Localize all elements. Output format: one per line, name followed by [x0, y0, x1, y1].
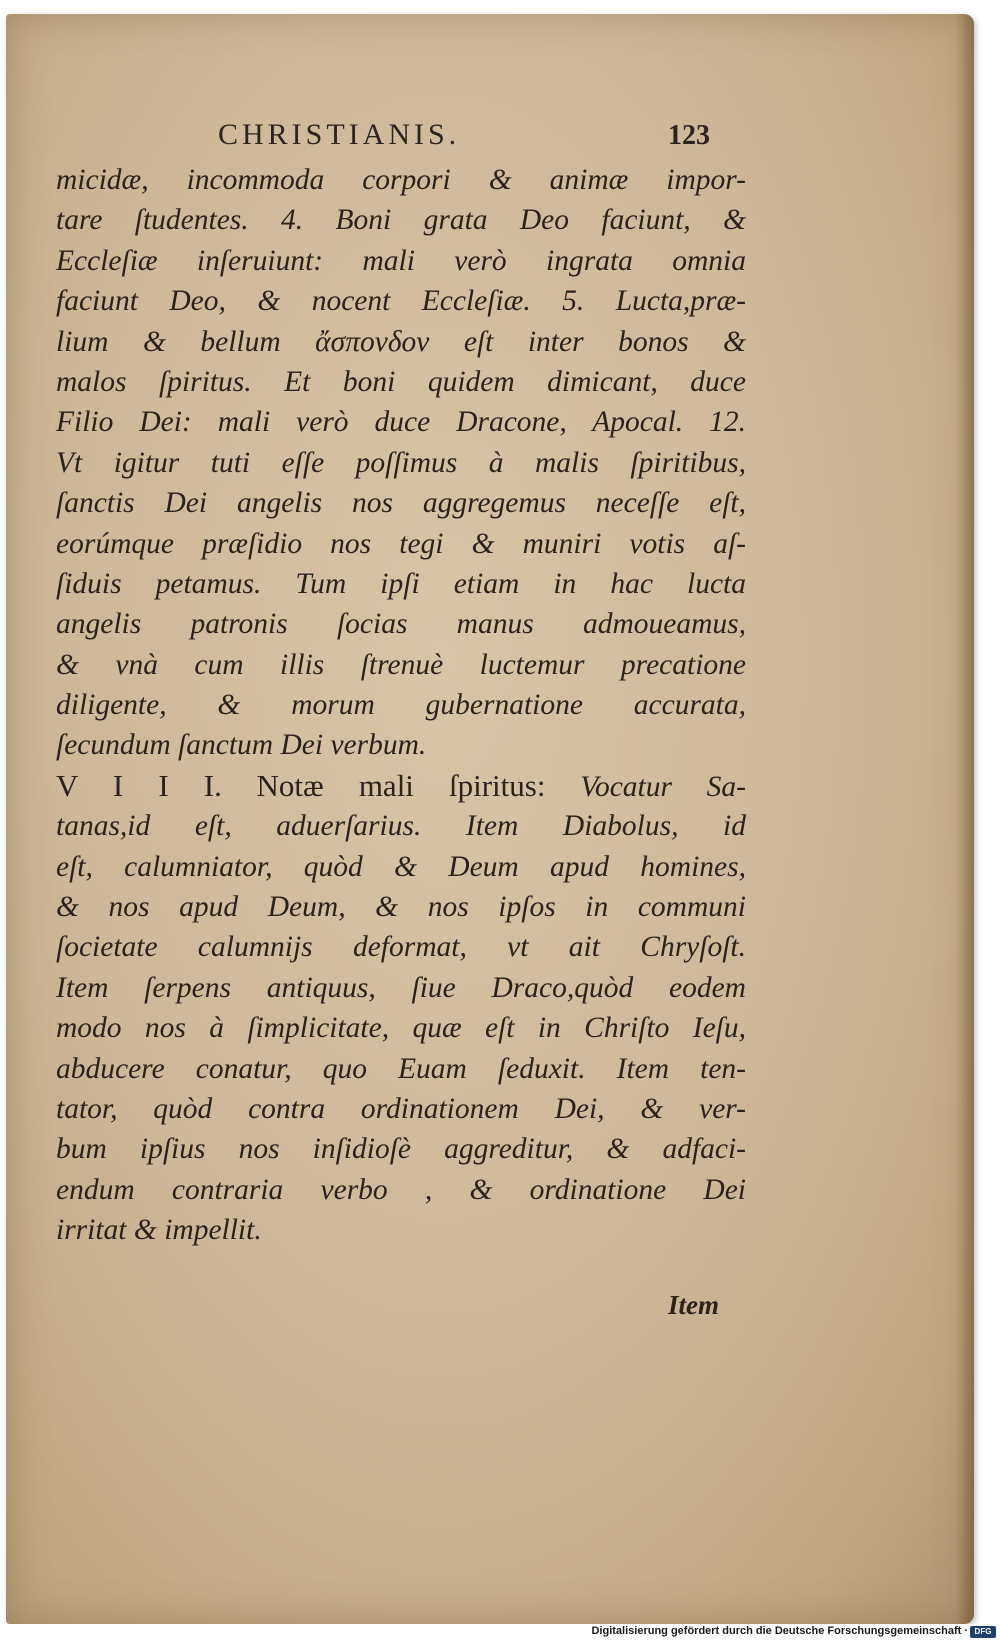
- text-line: tanas,id eſt, aduerſarius. Item Diabolus, id: [56, 810, 746, 843]
- text-line: eſt, calumniator, quòd & Deum apud homines,: [56, 850, 746, 883]
- text-line: tare ſtudentes. 4. Boni grata Deo faciunt, &: [56, 204, 746, 237]
- text-line: faciunt Deo, & nocent Eccleſiæ. 5. Lucta,præ-: [56, 285, 746, 318]
- text-line: ſocietate calumnijs deformat, vt ait Chryſoſt.: [56, 931, 746, 964]
- body-text: [56, 160, 746, 1251]
- text-line: diligente, & morum gubernatione accurata,: [56, 689, 746, 722]
- section-first-line-rest: Vocatur Sa-: [580, 770, 746, 803]
- page-number: 123: [668, 120, 710, 151]
- funding-note: Digitalisierung gefördert durch die Deutsche Forschungsgemeinschaft ·: [591, 1625, 968, 1637]
- text-line: angelis patronis ſocias manus admoueamus,: [56, 608, 746, 641]
- section-marker: V I I I.: [56, 767, 222, 803]
- text-line: micidæ, incommoda corpori & animæ impor-: [56, 164, 746, 196]
- section-heading: Notæ mali ſpiritus:: [256, 767, 546, 803]
- text-line: Vt igitur tuti eſſe poſſimus à malis ſpiritibus,: [56, 446, 746, 479]
- section-first-line: [56, 766, 746, 806]
- text-line: modo nos à ſimplicitate, quæ eſt in Chriſto Ieſu,: [56, 1012, 746, 1045]
- text-line: tator, quòd contra ordinationem Dei, & ver-: [56, 1092, 746, 1125]
- text-line: eorúmque præſidio nos tegi & muniri votis aſ-: [56, 527, 746, 560]
- text-line: Item ſerpens antiquus, ſiue Draco,quòd eodem: [56, 971, 746, 1004]
- running-head: CHRISTIANIS.: [218, 118, 461, 151]
- text-line: abducere conatur, quo Euam ſeduxit. Item ten-: [56, 1052, 746, 1085]
- text-line: ſiduis petamus. Tum ipſi etiam in hac lucta: [56, 567, 746, 600]
- text-line: endum contraria verbo , & ordinatione Dei: [56, 1173, 746, 1206]
- text-line: lium & bellum ἄσπονδον eſt inter bonos &: [56, 325, 746, 358]
- text-line: & nos apud Deum, & nos ipſos in communi: [56, 891, 746, 924]
- dfg-logo-icon: DFG: [970, 1626, 996, 1638]
- text-line: & vnà cum illis ſtrenuè luctemur precatione: [56, 648, 746, 681]
- text-line: Filio Dei: mali verò duce Dracone, Apocal. 12.: [56, 406, 746, 439]
- text-line: irritat & impellit.: [56, 1214, 262, 1247]
- text-line: ſanctis Dei angelis nos aggregemus neceſſe eſt,: [56, 487, 746, 520]
- text-line: bum ipſius nos inſidioſè aggreditur, & adfaci-: [56, 1133, 746, 1166]
- catchword: Item: [668, 1290, 719, 1320]
- text-line: malos ſpiritus. Et boni quidem dimicant, duce: [56, 365, 746, 398]
- text-line: Eccleſiæ inſeruiunt: mali verò ingrata omnia: [56, 244, 746, 277]
- text-line: ſecundum ſanctum Dei verbum.: [56, 729, 427, 762]
